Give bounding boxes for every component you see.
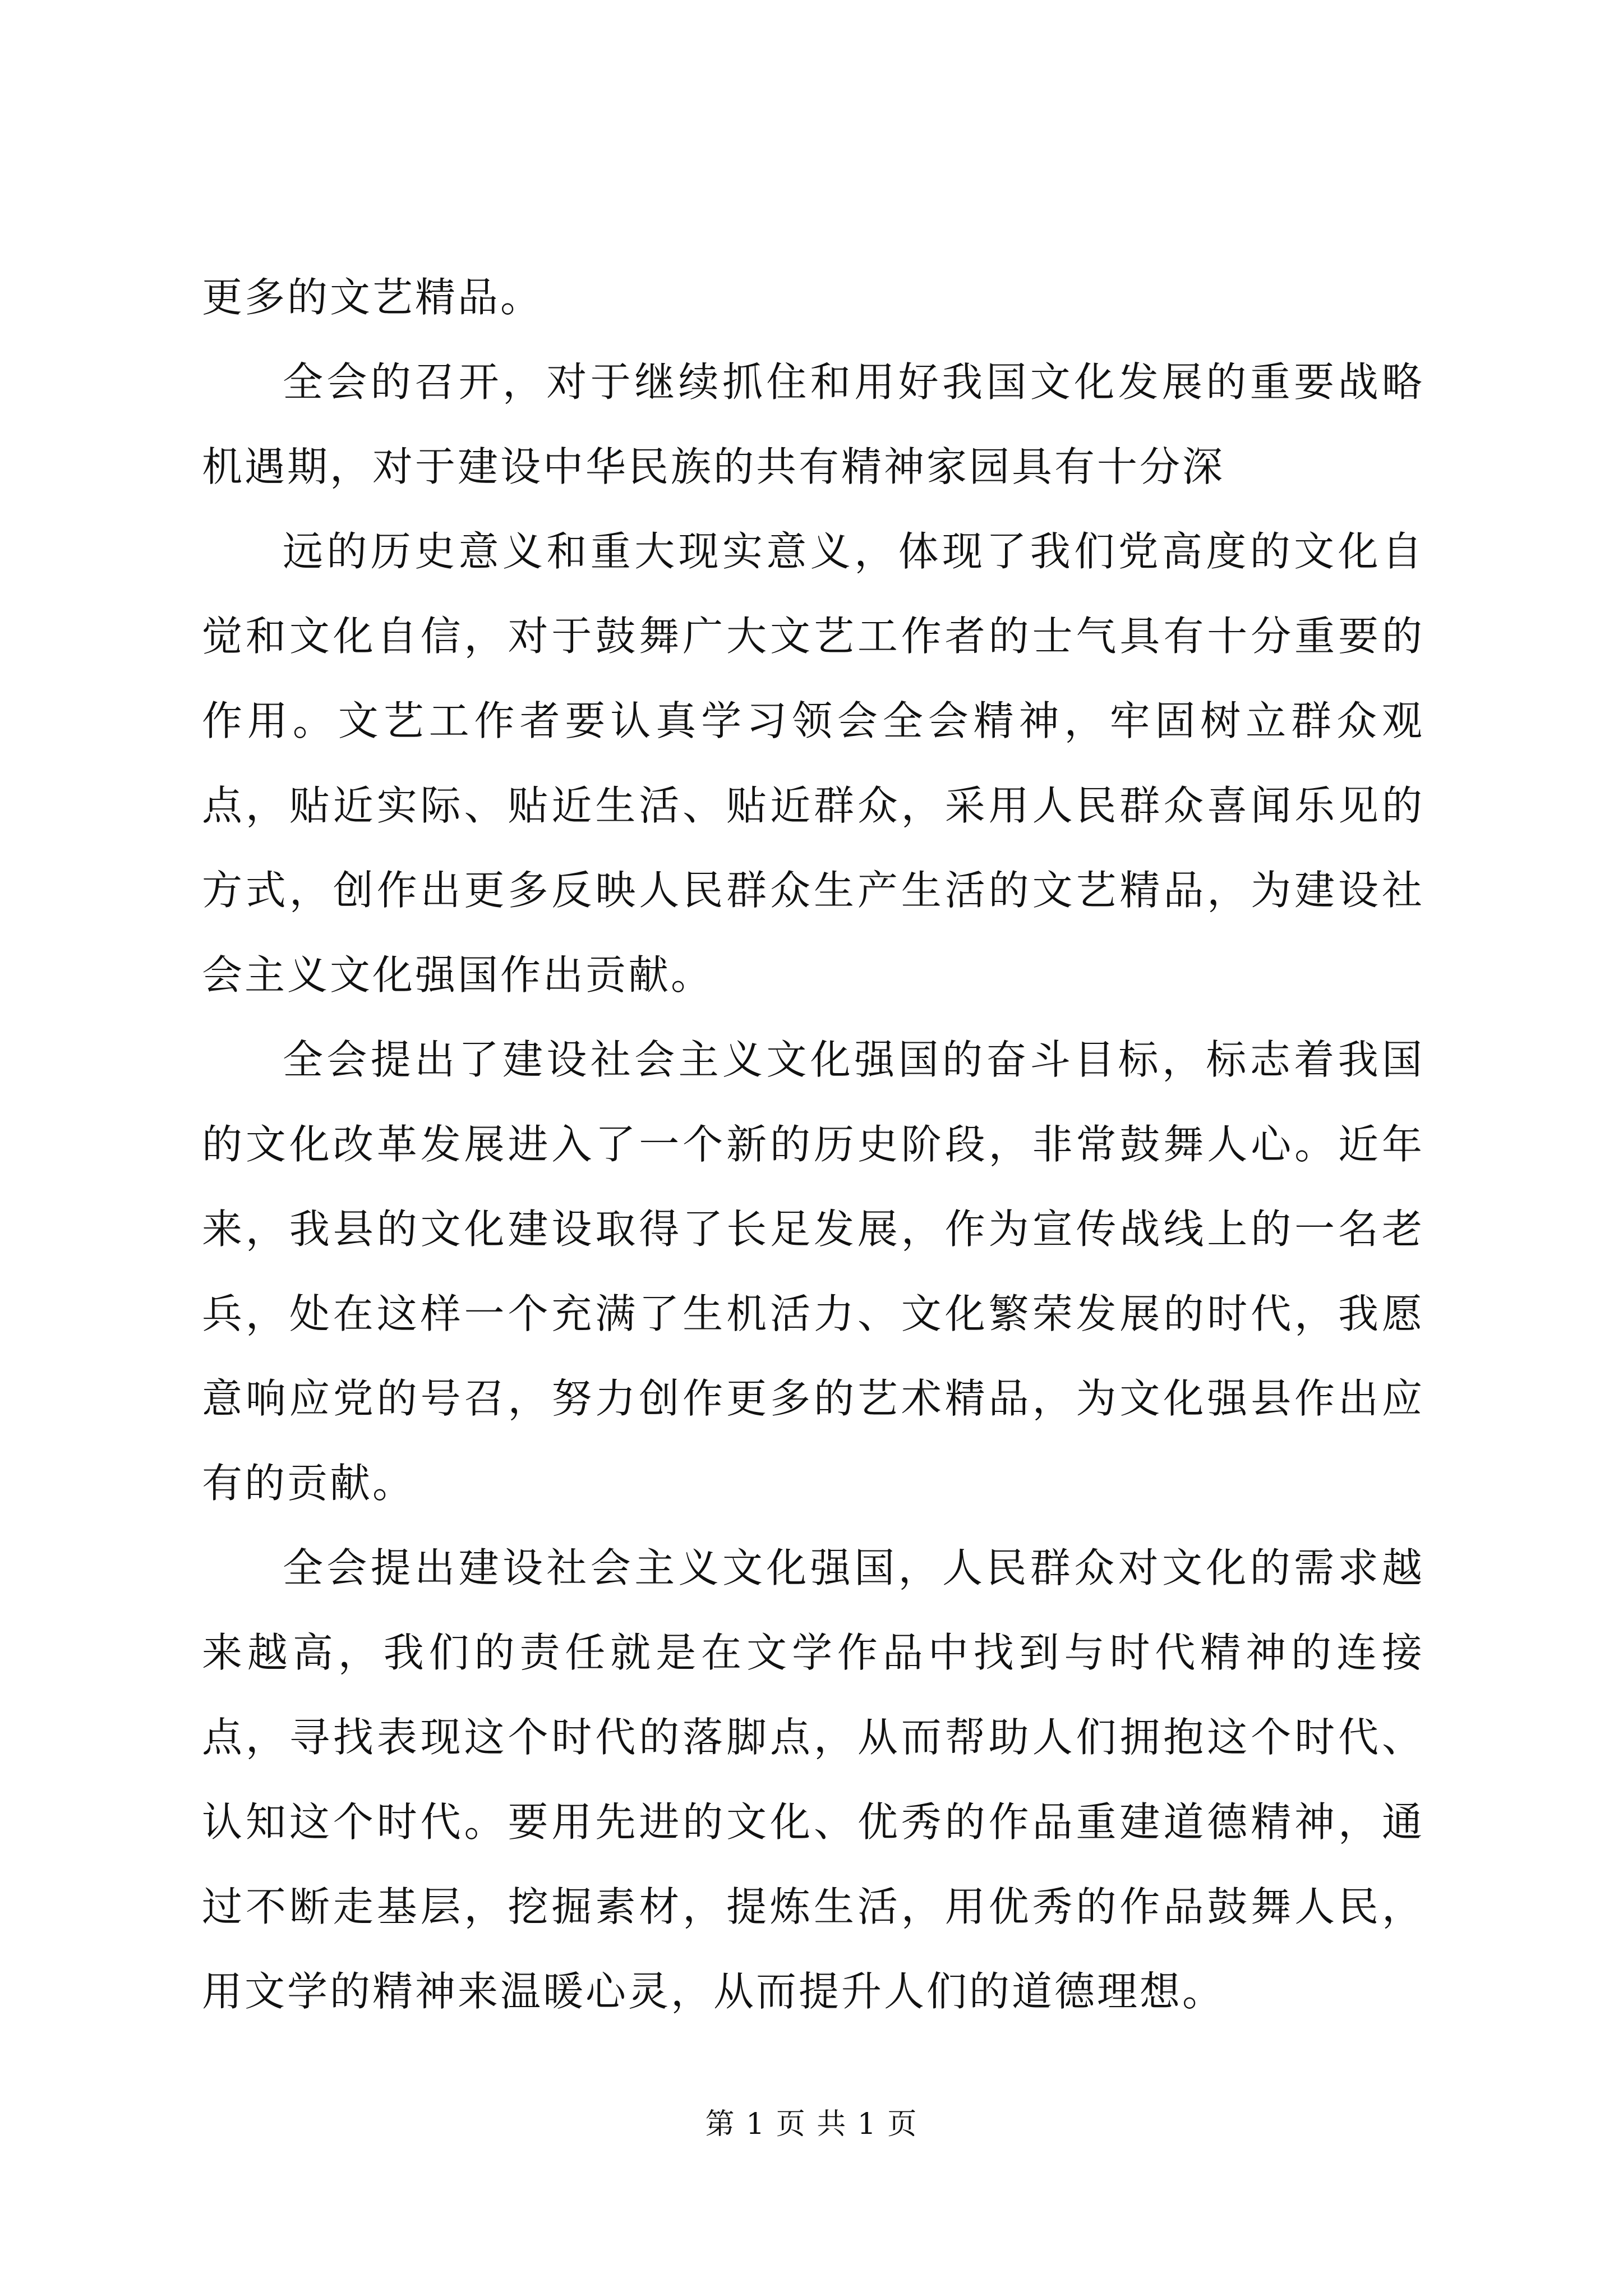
document-body <box>202 255 1424 2034</box>
page-footer <box>0 2106 1623 2142</box>
paragraph-5: 全会提出建设社会主义文化强国，人民群众对文化的需求越来越高，我们的责任就是在文学作品中找到与时代精神的连接点，寻找表现这个时代的落脚点，从而帮助人们拥抱这个时代、认知这个时代。要用先进的文化、优秀的作品重建道德精神，通过不断走基层，挖掘素材，提炼生活，用优秀的作品鼓舞人民，用文学的精神来温暖心灵，从而提升人们的道德理想。 <box>202 1544 1424 2015</box>
paragraph-1: 更多的文艺精品。 <box>202 274 543 321</box>
page-number-label: 第 1 页 共 1 页 <box>705 2108 918 2141</box>
paragraph-2: 全会的召开，对于继续抓住和用好我国文化发展的重要战略机遇期，对于建设中华民族的共有精神家园具有十分深 <box>202 358 1424 490</box>
paragraph-3: 远的历史意义和重大现实意义，体现了我们党高度的文化自觉和文化自信，对于鼓舞广大文艺工作者的士气具有十分重要的作用。文艺工作者要认真学习领会全会精神，牢固树立群众观点，贴近实际、贴近生活、贴近群众，采用人民群众喜闻乐见的方式，创作出更多反映人民群众生产生活的文艺精品，为建设社会主义文化强国作出贡献。 <box>202 528 1424 999</box>
paragraph-4: 全会提出了建设社会主义文化强国的奋斗目标，标志着我国的文化改革发展进入了一个新的历史阶段，非常鼓舞人心。近年来，我县的文化建设取得了长足发展，作为宣传战线上的一名老兵，处在这样一个充满了生机活力、文化繁荣发展的时代，我愿意响应党的号召，努力创作更多的艺术精品，为文化强县作出应有的贡献。 <box>202 1036 1424 1507</box>
